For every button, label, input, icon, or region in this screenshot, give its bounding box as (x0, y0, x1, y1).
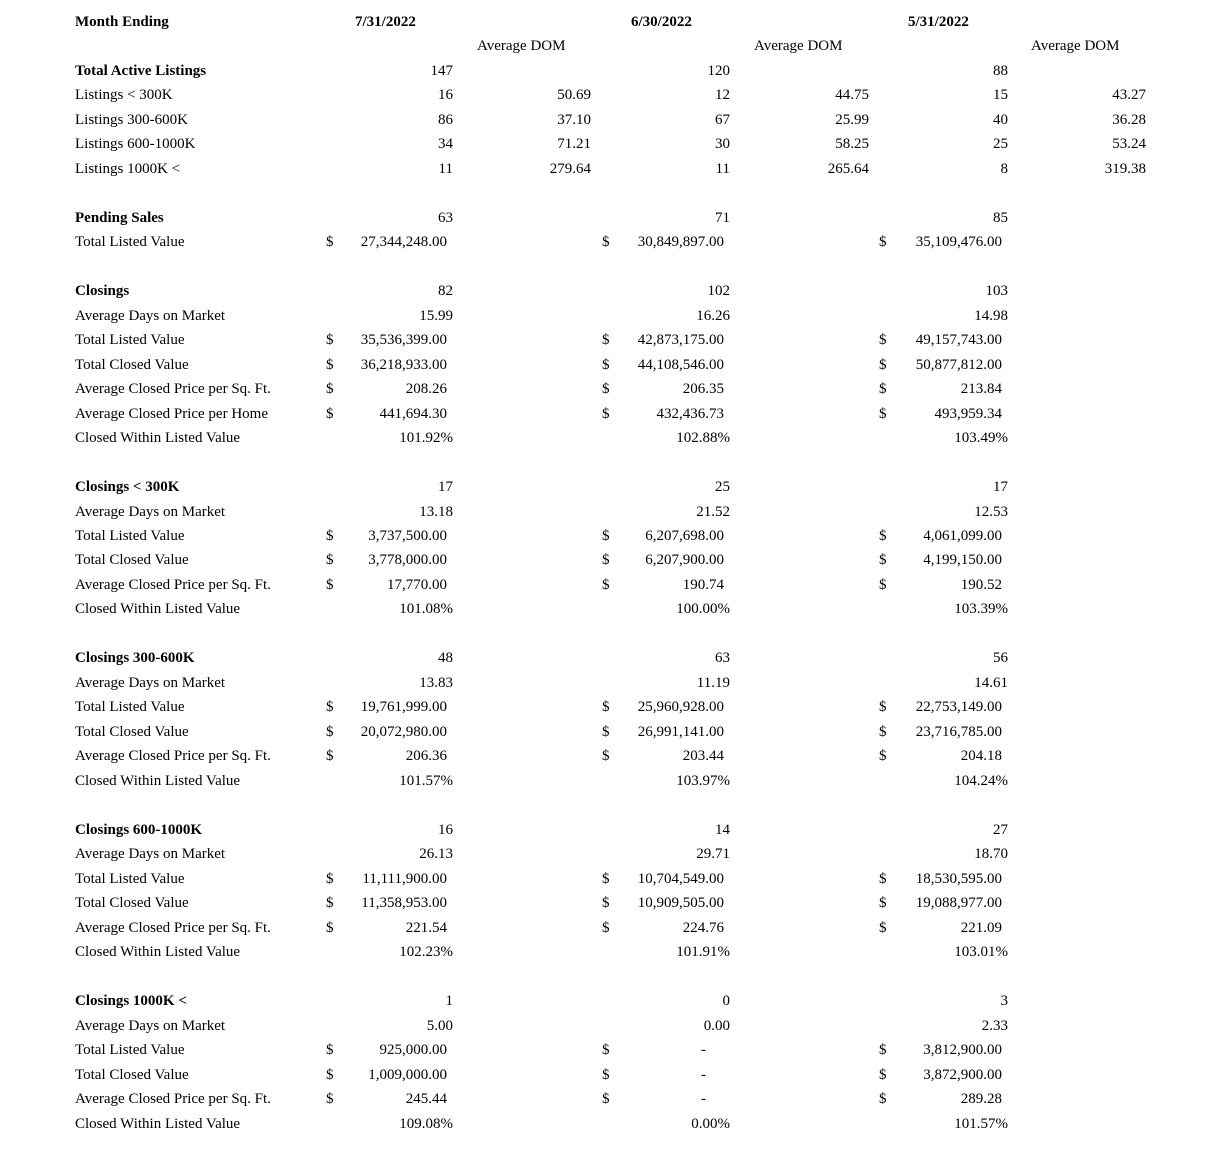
section-total: 56 (993, 650, 1008, 666)
metric-value: 6,207,900.00 (645, 552, 724, 568)
metric-value: 10,909,505.00 (637, 895, 724, 911)
metric-value: 3,737,500.00 (368, 528, 447, 544)
listing-dom: 319.38 (1104, 161, 1146, 177)
metric-value: 289.28 (960, 1091, 1002, 1107)
currency-symbol: $ (602, 895, 610, 911)
metric-value: 493,959.34 (934, 406, 1002, 422)
metric-value: 204.18 (960, 748, 1002, 764)
currency-symbol: $ (602, 357, 610, 373)
currency-symbol: $ (879, 332, 887, 348)
metric-value: 11.19 (696, 675, 730, 691)
row-label: Average Closed Price per Sq. Ft. (75, 381, 271, 397)
currency-symbol: $ (326, 699, 334, 715)
metric-value: 0.00 (703, 1018, 730, 1034)
row-label: Average Closed Price per Sq. Ft. (75, 1091, 271, 1107)
section-total: 120 (707, 63, 730, 79)
section-total: 1 (445, 993, 453, 1009)
row-label: Average Days on Market (75, 675, 226, 691)
currency-symbol: $ (879, 381, 887, 397)
currency-symbol: $ (879, 528, 887, 544)
listing-count: 30 (715, 136, 730, 152)
metric-value: 3,778,000.00 (368, 552, 447, 568)
metric-value: 4,199,150.00 (923, 552, 1002, 568)
listing-dom: 43.27 (1112, 87, 1146, 103)
section-total: 147 (430, 63, 453, 79)
metric-value: 100.00% (676, 601, 730, 617)
section-total: 63 (715, 650, 730, 666)
metric-value: 101.08% (399, 601, 453, 617)
section-title: Closings < 300K (75, 479, 180, 495)
currency-symbol: $ (602, 381, 610, 397)
currency-symbol: $ (326, 895, 334, 911)
section-total: 82 (438, 283, 453, 299)
metric-value: 221.09 (960, 920, 1002, 936)
metric-value: 245.44 (405, 1091, 447, 1107)
currency-symbol: $ (879, 895, 887, 911)
row-label: Listings 300-600K (75, 112, 188, 128)
metric-value: 22,753,149.00 (915, 699, 1002, 715)
row-label: Total Listed Value (75, 528, 185, 544)
section-title: Pending Sales (75, 210, 164, 226)
metric-value: 103.01% (954, 944, 1008, 960)
metric-value: 103.39% (954, 601, 1008, 617)
currency-symbol: $ (602, 748, 610, 764)
metric-value: 19,088,977.00 (915, 895, 1002, 911)
currency-symbol: $ (879, 724, 887, 740)
listing-count: 40 (993, 112, 1008, 128)
currency-symbol: $ (602, 920, 610, 936)
listing-dom: 25.99 (835, 112, 869, 128)
section-total: 48 (438, 650, 453, 666)
currency-symbol: $ (326, 577, 334, 593)
metric-value: 3,812,900.00 (923, 1042, 1002, 1058)
row-label: Total Closed Value (75, 552, 189, 568)
listing-count: 12 (715, 87, 730, 103)
currency-symbol: $ (879, 406, 887, 422)
metric-value: - (701, 1067, 706, 1083)
listing-dom: 50.69 (557, 87, 591, 103)
metric-value: 23,716,785.00 (915, 724, 1002, 740)
row-label: Average Days on Market (75, 1018, 226, 1034)
pending-listed-value: 27,344,248.00 (360, 234, 447, 250)
listing-dom: 265.64 (827, 161, 869, 177)
currency-symbol: $ (602, 406, 610, 422)
row-label: Total Listed Value (75, 234, 185, 250)
avg-dom-heading: Average DOM (754, 38, 843, 54)
currency-symbol: $ (879, 357, 887, 373)
metric-value: 102.23% (399, 944, 453, 960)
currency-symbol: $ (602, 528, 610, 544)
metric-value: 190.74 (682, 577, 724, 593)
metric-value: 213.84 (960, 381, 1002, 397)
currency-symbol: $ (326, 332, 334, 348)
month-ending-label: Month Ending (75, 14, 169, 30)
listing-dom: 279.64 (549, 161, 591, 177)
row-label: Total Listed Value (75, 1042, 185, 1058)
metric-value: 17,770.00 (387, 577, 447, 593)
metric-value: 101.57% (954, 1116, 1008, 1132)
metric-value: 11,111,900.00 (362, 871, 447, 887)
metric-value: 10,704,549.00 (637, 871, 724, 887)
section-total: 17 (438, 479, 453, 495)
currency-symbol: $ (879, 1042, 887, 1058)
metric-value: 206.35 (682, 381, 724, 397)
metric-value: 14.98 (974, 308, 1008, 324)
metric-value: 20,072,980.00 (360, 724, 447, 740)
metric-value: 0.00% (691, 1116, 730, 1132)
period-heading: 7/31/2022 (355, 14, 416, 30)
currency-symbol: $ (326, 1067, 334, 1083)
currency-symbol: $ (602, 552, 610, 568)
metric-value: 35,536,399.00 (360, 332, 447, 348)
currency-symbol: $ (879, 920, 887, 936)
metric-value: 18.70 (974, 846, 1008, 862)
metric-value: 103.97% (676, 773, 730, 789)
section-total: 17 (993, 479, 1008, 495)
row-label: Closed Within Listed Value (75, 773, 241, 789)
currency-symbol: $ (879, 234, 887, 250)
currency-symbol: $ (879, 699, 887, 715)
metric-value: - (701, 1091, 706, 1107)
metric-value: 101.57% (399, 773, 453, 789)
currency-symbol: $ (326, 357, 334, 373)
currency-symbol: $ (602, 699, 610, 715)
row-label: Total Closed Value (75, 357, 189, 373)
currency-symbol: $ (602, 577, 610, 593)
currency-symbol: $ (326, 871, 334, 887)
metric-value: 208.26 (405, 381, 447, 397)
metric-value: 12.53 (974, 504, 1008, 520)
currency-symbol: $ (326, 724, 334, 740)
currency-symbol: $ (602, 234, 610, 250)
metric-value: 104.24% (954, 773, 1008, 789)
row-label: Average Days on Market (75, 846, 226, 862)
listing-count: 67 (715, 112, 730, 128)
listing-dom: 37.10 (557, 112, 591, 128)
section-total: 102 (707, 283, 730, 299)
row-label: Total Listed Value (75, 871, 185, 887)
metric-value: 3,872,900.00 (923, 1067, 1002, 1083)
section-title: Closings 300-600K (75, 650, 195, 666)
section-total: 88 (993, 63, 1008, 79)
section-total: 14 (715, 822, 730, 838)
listing-count: 11 (715, 161, 730, 177)
currency-symbol: $ (326, 234, 334, 250)
avg-dom-heading: Average DOM (1031, 38, 1120, 54)
period-heading: 5/31/2022 (908, 14, 969, 30)
metric-value: 206.36 (405, 748, 447, 764)
section-title: Closings 600-1000K (75, 822, 203, 838)
listing-dom: 58.25 (835, 136, 869, 152)
metric-value: 16.26 (696, 308, 730, 324)
metric-value: 221.54 (405, 920, 447, 936)
row-label: Average Closed Price per Sq. Ft. (75, 577, 271, 593)
listing-count: 34 (438, 136, 453, 152)
currency-symbol: $ (602, 724, 610, 740)
section-title: Closings 1000K < (75, 993, 187, 1009)
metric-value: 441,694.30 (379, 406, 447, 422)
metric-value: 13.18 (419, 504, 453, 520)
pending-listed-value: 30,849,897.00 (637, 234, 724, 250)
metric-value: 19,761,999.00 (360, 699, 447, 715)
currency-symbol: $ (879, 1091, 887, 1107)
row-label: Closed Within Listed Value (75, 430, 241, 446)
metric-value: 25,960,928.00 (637, 699, 724, 715)
metric-value: 44,108,546.00 (637, 357, 724, 373)
section-total: 103 (985, 283, 1008, 299)
metric-value: 224.76 (682, 920, 724, 936)
row-label: Average Closed Price per Sq. Ft. (75, 920, 271, 936)
currency-symbol: $ (602, 1042, 610, 1058)
row-label: Total Listed Value (75, 332, 185, 348)
row-label: Closed Within Listed Value (75, 601, 241, 617)
row-label: Average Days on Market (75, 308, 226, 324)
metric-value: 5.00 (426, 1018, 453, 1034)
metric-value: 13.83 (419, 675, 453, 691)
currency-symbol: $ (602, 1091, 610, 1107)
metric-value: 2.33 (981, 1018, 1008, 1034)
listing-count: 11 (438, 161, 453, 177)
section-title: Total Active Listings (75, 63, 207, 79)
metric-value: 14.61 (974, 675, 1008, 691)
currency-symbol: $ (602, 1067, 610, 1083)
listing-count: 25 (993, 136, 1008, 152)
metric-value: 101.92% (399, 430, 453, 446)
metric-value: 4,061,099.00 (923, 528, 1002, 544)
currency-symbol: $ (326, 552, 334, 568)
section-total: 85 (993, 210, 1008, 226)
section-title: Closings (75, 283, 130, 299)
currency-symbol: $ (326, 406, 334, 422)
row-label: Closed Within Listed Value (75, 944, 241, 960)
row-label: Average Closed Price per Sq. Ft. (75, 748, 271, 764)
metric-value: 103.49% (954, 430, 1008, 446)
metric-value: - (701, 1042, 706, 1058)
listing-dom: 36.28 (1112, 112, 1146, 128)
currency-symbol: $ (326, 748, 334, 764)
section-total: 3 (1000, 993, 1008, 1009)
row-label: Total Listed Value (75, 699, 185, 715)
currency-symbol: $ (326, 381, 334, 397)
metric-value: 21.52 (696, 504, 730, 520)
row-label: Listings 1000K < (75, 161, 181, 177)
section-total: 63 (438, 210, 453, 226)
metric-value: 15.99 (419, 308, 453, 324)
metric-value: 11,358,953.00 (361, 895, 447, 911)
row-label: Closed Within Listed Value (75, 1116, 241, 1132)
currency-symbol: $ (602, 332, 610, 348)
row-label: Total Closed Value (75, 1067, 189, 1083)
pending-listed-value: 35,109,476.00 (915, 234, 1002, 250)
metric-value: 109.08% (399, 1116, 453, 1132)
row-label: Average Days on Market (75, 504, 226, 520)
section-total: 71 (715, 210, 730, 226)
listing-count: 15 (993, 87, 1008, 103)
listing-dom: 71.21 (557, 136, 591, 152)
metric-value: 26.13 (419, 846, 453, 862)
listing-count: 86 (438, 112, 453, 128)
metric-value: 432,436.73 (656, 406, 724, 422)
period-heading: 6/30/2022 (631, 14, 692, 30)
metric-value: 6,207,698.00 (645, 528, 724, 544)
metric-value: 190.52 (960, 577, 1002, 593)
metric-value: 18,530,595.00 (915, 871, 1002, 887)
metric-value: 26,991,141.00 (637, 724, 724, 740)
section-total: 25 (715, 479, 730, 495)
metric-value: 925,000.00 (379, 1042, 447, 1058)
metric-value: 101.91% (676, 944, 730, 960)
currency-symbol: $ (602, 871, 610, 887)
row-label: Average Closed Price per Home (75, 406, 268, 422)
metric-value: 29.71 (696, 846, 730, 862)
section-total: 16 (438, 822, 453, 838)
metric-value: 36,218,933.00 (360, 357, 447, 373)
section-total: 27 (993, 822, 1008, 838)
section-total: 0 (722, 993, 730, 1009)
listing-dom: 44.75 (835, 87, 869, 103)
metric-value: 49,157,743.00 (915, 332, 1002, 348)
avg-dom-heading: Average DOM (477, 38, 566, 54)
metric-value: 203.44 (682, 748, 724, 764)
metric-value: 1,009,000.00 (368, 1067, 447, 1083)
listing-count: 16 (438, 87, 453, 103)
currency-symbol: $ (326, 528, 334, 544)
listing-count: 8 (1000, 161, 1008, 177)
row-label: Listings < 300K (75, 87, 173, 103)
currency-symbol: $ (326, 1042, 334, 1058)
metric-value: 50,877,812.00 (915, 357, 1002, 373)
row-label: Listings 600-1000K (75, 136, 196, 152)
currency-symbol: $ (879, 552, 887, 568)
row-label: Total Closed Value (75, 895, 189, 911)
currency-symbol: $ (879, 577, 887, 593)
currency-symbol: $ (879, 1067, 887, 1083)
row-label: Total Closed Value (75, 724, 189, 740)
currency-symbol: $ (326, 1091, 334, 1107)
metric-value: 42,873,175.00 (637, 332, 724, 348)
metric-value: 102.88% (676, 430, 730, 446)
currency-symbol: $ (879, 871, 887, 887)
currency-symbol: $ (879, 748, 887, 764)
currency-symbol: $ (326, 920, 334, 936)
listing-dom: 53.24 (1112, 136, 1146, 152)
